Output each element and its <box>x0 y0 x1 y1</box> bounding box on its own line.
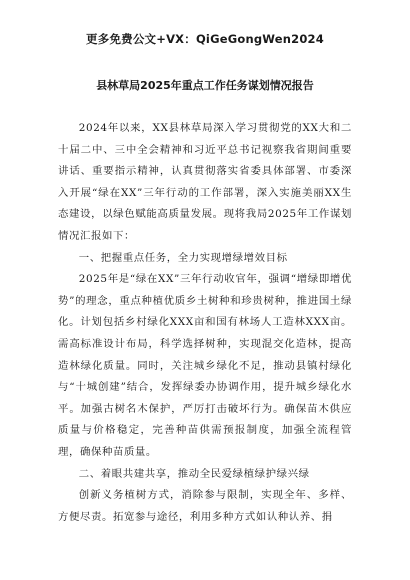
paragraph-section-1: 2025年是“绿在XX”三年行动收官年，强调“增绿即增优势”的理念，重点种植优质乡土树种和珍贵树种，推进国土绿化。计划包括乡村绿化XXX亩和国有林场人工造林XXX亩。需高标准设计布局，科学选择树种，实现混交化造林，提高造林绿化质量。同时，关注城乡绿化不足，推动县镇村绿化与“十城创建”结合，发挥绿委办协调作用，提升城乡绿化水平。加强古树名木保护，严厉打击破坏行为。确保苗木供应质量与价格稳定，完善种苗供需预报制度，加强全流程管理，确保种苗质量。 <box>58 273 352 458</box>
document-title: 县林草局2025年重点工作任务谋划情况报告 <box>96 79 314 92</box>
paragraph-intro: 2024年以来，XX县林草局深入学习贯彻党的XX大和二十届二中、三中全会精神和习近平总书记视察我省期间重要讲话、重要指示精神，认真贯彻落实省委具体部署、市委深入开展“绿在XX”三年行动的工作部署，深入实施美丽XX生态建设，以绿色赋能高质量发展。现将我局2025年工作谋划情况汇报如下： <box>58 122 352 242</box>
watermark-text: 更多免费公文+VX：QiGeGongWen2024 <box>86 32 324 46</box>
section-heading-1: 一、把握重点任务，全力实现增绿增效目标 <box>78 251 288 264</box>
section-heading-2: 二、着眼共建共享，推动全民爱绿植绿护绿兴绿 <box>78 467 310 480</box>
document-body <box>58 118 352 528</box>
paragraph-section-2: 创新义务植树方式，消除参与限制，实现全年、多样、方便尽责。拓宽参与途径，利用多种方式如认种认养、捐 <box>58 489 352 523</box>
